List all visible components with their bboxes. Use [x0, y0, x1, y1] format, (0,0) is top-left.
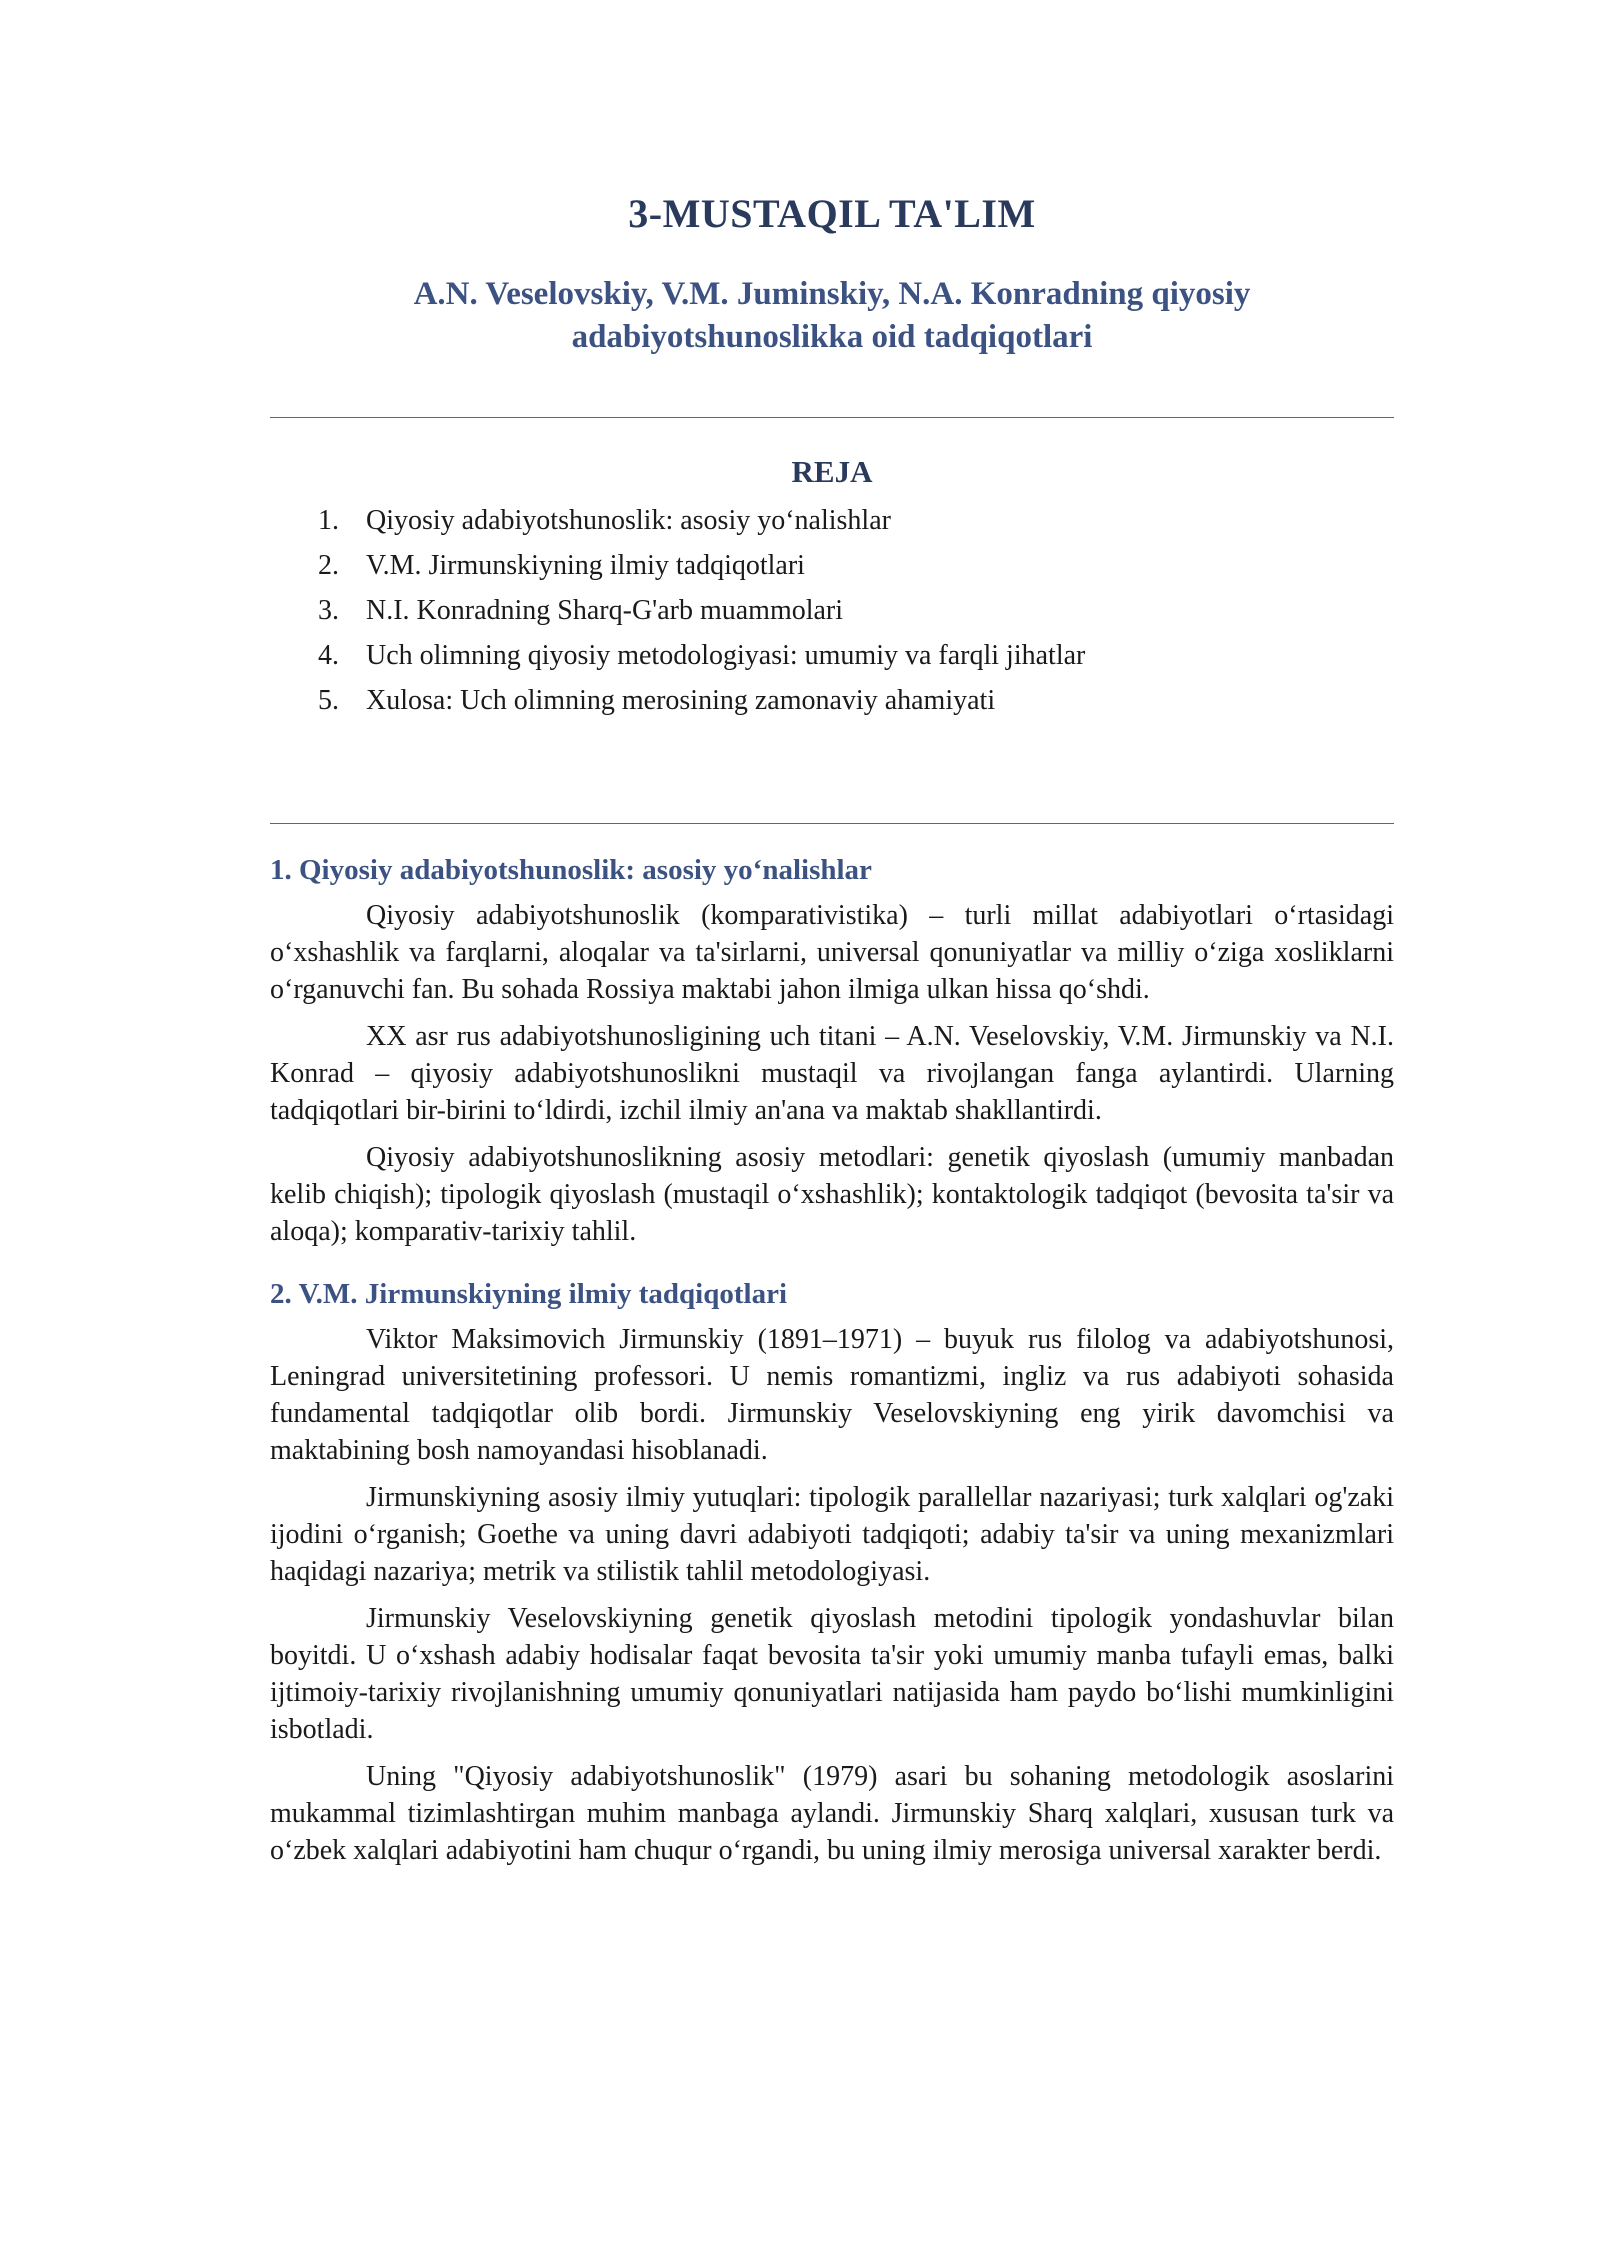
plan-item-number: 3. — [318, 595, 339, 626]
paragraph: Jirmunskiy Veselovskiyning genetik qiyoslash metodini tipologik yondashuvlar bilan boyitdi. U o‘xshash adabiy hodisalar faqat bevosita ta'sir yoki umumiy manba tufayli emas, balki ijtimoiy-tarixiy rivojlanishning umumiy qonuniyatlari natijasida ham paydo bo‘lishi mumkinligini isbotladi. — [270, 1603, 1394, 1745]
plan-item — [318, 498, 1394, 543]
paragraph: Qiyosiy adabiyotshunoslik (komparativistika) – turli millat adabiyotlari o‘rtasidagi o‘xshashlik va farqlarni, aloqalar va ta'sirlarni, universal qonuniyatlar va milliy o‘ziga xosliklarni o‘rganuvchi fan. Bu sohada Rossiya maktabi jahon ilmiga ulkan hissa qo‘shdi. — [270, 900, 1394, 1005]
plan-item — [318, 543, 1394, 588]
document-subtitle: A.N. Veselovskiy, V.M. Juminskiy, N.A. Konradning qiyosiy adabiyotshunoslikka oid tadqiqotlari — [413, 276, 1251, 355]
section-1 — [270, 854, 1394, 1250]
document-page — [270, 190, 1394, 1879]
section-heading: 2. V.M. Jirmunskiyning ilmiy tadqiqotlari — [270, 1278, 788, 1310]
section-heading: 1. Qiyosiy adabiyotshunoslik: asosiy yo‘nalishlar — [270, 854, 872, 886]
plan-item-number: 1. — [318, 505, 339, 536]
paragraph: Qiyosiy adabiyotshunoslikning asosiy metodlari: genetik qiyoslash (umumiy manbadan kelib chiqish); tipologik qiyoslash (mustaqil o‘xshashlik); kontaktologik tadqiqot (bevosita ta'sir va aloqa); komparativ-tarixiy tahlil. — [270, 1142, 1394, 1247]
paragraph: Viktor Maksimovich Jirmunskiy (1891–1971) – buyuk rus filolog va adabiyotshunosi, Leningrad universitetining professori. U nemis romantizmi, ingliz va rus adabiyoti sohasida fundamental tadqiqotlar olib bordi. Jirmunskiy Veselovskiyning eng yirik davomchisi va maktabining bosh namoyandasi hisoblanadi. — [270, 1324, 1394, 1466]
plan-item-text: N.I. Konradning Sharq-G'arb muammolari — [366, 595, 844, 626]
plan-item-text: Xulosa: Uch olimning merosining zamonaviy ahamiyati — [366, 685, 996, 716]
plan-item — [318, 678, 1394, 723]
plan-item-text: Uch olimning qiyosiy metodologiyasi: umumiy va farqli jihatlar — [366, 640, 1086, 671]
plan-title: REJA — [791, 454, 873, 489]
divider — [270, 823, 1394, 824]
document-title: 3-MUSTAQIL TA'LIM — [628, 191, 1036, 236]
paragraph: XX asr rus adabiyotshunosligining uch titani – A.N. Veselovskiy, V.M. Jirmunskiy va N.I. Konrad – qiyosiy adabiyotshunoslikni mustaqil va rivojlangan fanga aylantirdi. Ularning tadqiqotlari bir-birini to‘ldirdi, izchil ilmiy an'ana va maktab shakllantirdi. — [270, 1021, 1394, 1126]
plan-item-text: Qiyosiy adabiyotshunoslik: asosiy yo‘nalishlar — [366, 505, 891, 536]
paragraph: Uning "Qiyosiy adabiyotshunoslik" (1979) asari bu sohaning metodologik asoslarini mukammal tizimlashtirgan muhim manbaga aylandi. Jirmunskiy Sharq xalqlari, xususan turk va o‘zbek xalqlari adabiyotini ham chuqur o‘rgandi, bu uning ilmiy merosiga universal xarakter berdi. — [270, 1761, 1394, 1866]
plan-item — [318, 633, 1394, 678]
plan-item-number: 4. — [318, 640, 339, 671]
paragraph: Jirmunskiyning asosiy ilmiy yutuqlari: tipologik parallellar nazariyasi; turk xalqlari og'zaki ijodini o‘rganish; Goethe va uning davri adabiyoti tadqiqoti; adabiy ta'sir va uning mexanizmlari haqidagi nazariya; metrik va stilistik tahlil metodologiyasi. — [270, 1482, 1394, 1587]
divider — [270, 417, 1394, 418]
section-2 — [270, 1278, 1394, 1869]
plan-list — [270, 498, 1394, 723]
plan-item-number: 5. — [318, 685, 339, 716]
plan-item — [318, 588, 1394, 633]
plan-item-text: V.M. Jirmunskiyning ilmiy tadqiqotlari — [366, 550, 805, 581]
plan-item-number: 2. — [318, 550, 339, 581]
